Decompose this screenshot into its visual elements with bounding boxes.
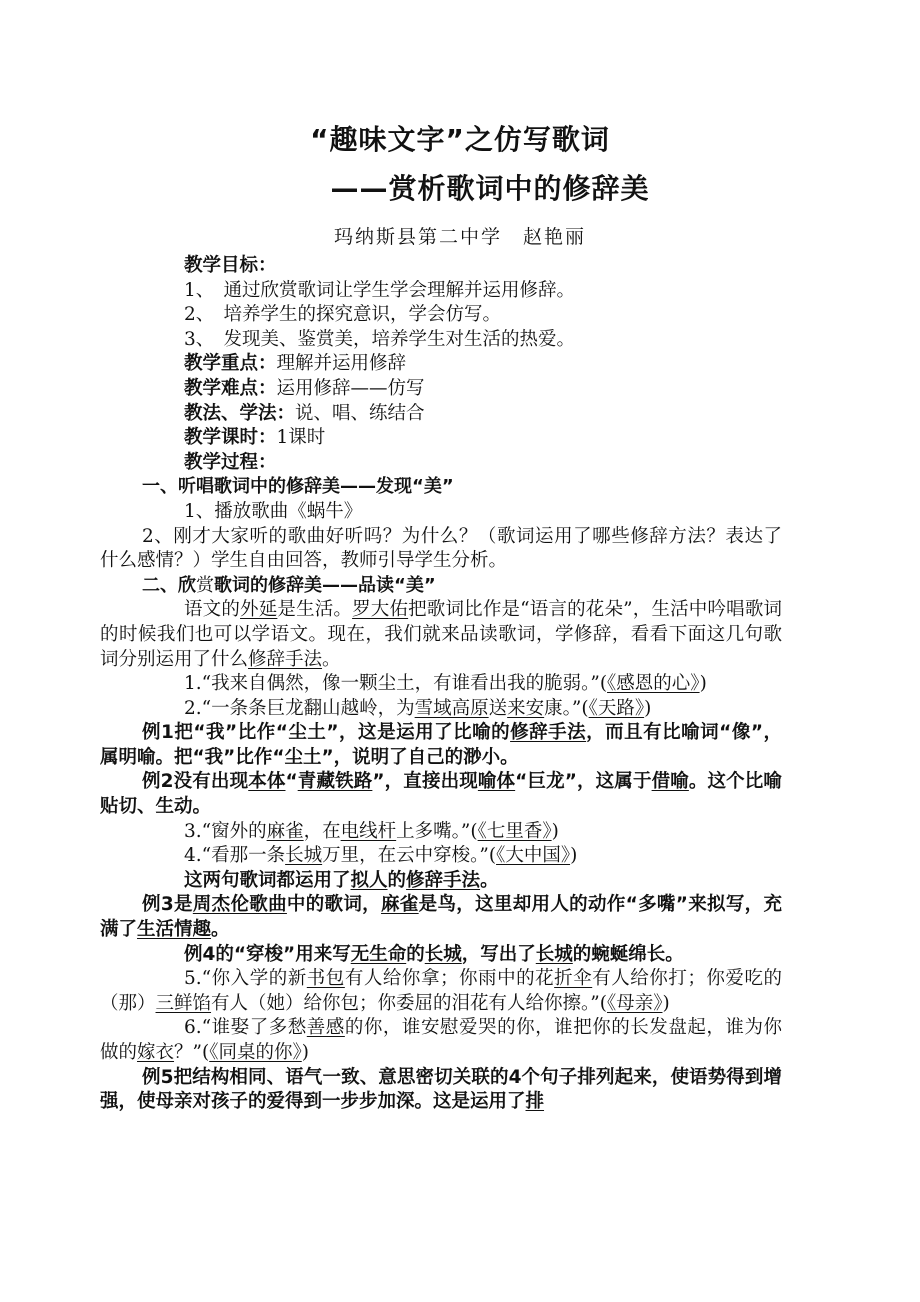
text-span: 。 bbox=[211, 919, 230, 941]
underlined-term: 无生命 bbox=[350, 943, 407, 965]
document-body bbox=[100, 254, 782, 1115]
underlined-term: 外延 bbox=[240, 599, 278, 621]
objectives-heading: 教学目标： bbox=[184, 255, 277, 276]
text-span: “ bbox=[285, 771, 298, 793]
underlined-term: 麻雀 bbox=[266, 820, 304, 842]
text-span: 。这个比喻贴切、生动。 bbox=[100, 771, 782, 818]
text-span: 例2没有出现 bbox=[142, 771, 249, 793]
song-title: 《母亲》 bbox=[606, 992, 663, 1014]
difficulty-line bbox=[142, 377, 782, 402]
text-span: 6.“谁娶了多愁 bbox=[184, 1017, 307, 1039]
hours-label: 教学课时： bbox=[184, 427, 277, 449]
underlined-term: 本体 bbox=[248, 771, 286, 793]
text-span: 这两句歌词都运用了 bbox=[184, 869, 351, 891]
text-span: 的你，谁安慰爱哭的你，谁把你的长发盘起，谁为你做的 bbox=[100, 1017, 782, 1063]
section1-heading: 一、听唱歌词中的修辞美——发现“美” bbox=[142, 476, 454, 498]
section2-heading-part: 赏 bbox=[196, 574, 214, 596]
text-span: 2.“一条条巨龙翻山越岭，为 bbox=[184, 697, 415, 719]
example-1-analysis bbox=[100, 721, 782, 770]
text-span: ) bbox=[570, 845, 578, 867]
song-title: 《感恩的心》 bbox=[607, 673, 700, 695]
text-span: ) bbox=[699, 673, 707, 695]
difficulty-value: 运用修辞——仿写 bbox=[276, 377, 425, 399]
example-3-analysis bbox=[100, 893, 782, 942]
methods-label: 教法、学法： bbox=[184, 402, 296, 424]
key-point-line bbox=[142, 352, 782, 377]
text-span: 的蜿蜒绵长。 bbox=[572, 943, 684, 965]
song-title: 《七里香》 bbox=[477, 820, 552, 842]
underlined-term: 长城 bbox=[285, 845, 323, 867]
underlined-term: 喻体 bbox=[477, 771, 516, 793]
methods-value: 说、唱、练结合 bbox=[295, 402, 425, 424]
text-span: 5.“你入学的新 bbox=[184, 968, 307, 990]
document-subtitle: ——赏析歌词中的修辞美 bbox=[330, 172, 650, 205]
text-span: 送 bbox=[488, 697, 508, 719]
text-span: 有人给你打；你爱吃的（那） bbox=[100, 968, 782, 1014]
text-span: 把歌词比作是“语言的花朵”，生活中吟唱歌词的时候我们也可以学语文。现在，我们就来品读歌词，学修辞，看看下面这几句歌词分别运用了什么 bbox=[100, 599, 782, 670]
text-span: 例4的“穿梭”用来写 bbox=[184, 943, 351, 965]
document-title: “趣味文字”之仿写歌词 bbox=[310, 123, 610, 156]
lyric-quote-6 bbox=[100, 1016, 782, 1065]
text-span: 康。”( bbox=[544, 697, 589, 719]
text-span: 的 bbox=[387, 869, 407, 891]
underlined-term: 排 bbox=[525, 1091, 545, 1113]
text-span: ”，直接出现 bbox=[372, 771, 478, 793]
underlined-term: 周杰伦歌曲 bbox=[192, 894, 287, 916]
example-4-analysis bbox=[142, 943, 782, 968]
underlined-term: 来安 bbox=[507, 697, 545, 719]
text-span: 是鸟，这里却用人的动作“多嘴”来拟写，充满了 bbox=[100, 894, 782, 941]
example-2-analysis bbox=[100, 770, 782, 819]
lyric-quote-1 bbox=[100, 672, 782, 697]
text-span: 。 bbox=[322, 648, 341, 670]
text-span: 。 bbox=[480, 869, 499, 891]
key-point-value: 理解并运用修辞 bbox=[276, 353, 407, 375]
text-span: 例5把结构相同、语气一致、意思密切关联的4个句子排列起来，使语势得到增强，使母亲对孩子的爱得到一步步加深。这是运用了 bbox=[100, 1066, 782, 1113]
text-span: 万里，在云中穿梭。”( bbox=[322, 845, 497, 867]
song-title: 《同桌的你》 bbox=[209, 1042, 302, 1063]
text-span: ) bbox=[551, 820, 559, 842]
underlined-term: 三鲜馅 bbox=[155, 992, 212, 1014]
underlined-term: 修辞手法 bbox=[248, 648, 323, 670]
text-span: 的 bbox=[406, 943, 425, 965]
lyric-quote-3 bbox=[142, 820, 782, 845]
objective-item: 2、 培养学生的探究意识，学会仿写。 bbox=[184, 304, 502, 326]
key-point-label: 教学重点： bbox=[184, 353, 277, 375]
underlined-term: 电线杆 bbox=[340, 820, 397, 842]
song-title: 《天路》 bbox=[588, 697, 645, 719]
text-span: 1.“我来自偶然，像一颗尘土，有谁看出我的脆弱。”( bbox=[184, 673, 608, 695]
underlined-term: 嫁衣 bbox=[137, 1042, 175, 1063]
hours-value: 1课时 bbox=[276, 427, 326, 449]
text-span: “巨龙”，这属于 bbox=[515, 771, 652, 793]
text-span: 例3是 bbox=[142, 894, 193, 916]
section2-heading-part: 歌词的修辞美——品读“美” bbox=[214, 574, 436, 596]
text-span: 有人给你拿；你雨中的花 bbox=[344, 968, 555, 990]
underlined-term: 青藏铁路 bbox=[297, 771, 373, 793]
both-lyrics-note bbox=[142, 869, 782, 894]
text-span: ？”( bbox=[174, 1042, 210, 1063]
underlined-term: 生活情趣 bbox=[137, 919, 212, 941]
process-heading: 教学过程： bbox=[184, 451, 277, 473]
hours-line bbox=[142, 426, 782, 451]
text-span: ) bbox=[662, 992, 670, 1014]
text-span: 语文的 bbox=[184, 599, 241, 621]
text-span: ) bbox=[301, 1042, 309, 1063]
text-span: 中的歌词， bbox=[286, 894, 382, 916]
underlined-term: 长城 bbox=[424, 943, 462, 965]
text-span: 是生活。 bbox=[277, 599, 353, 621]
lyric-quote-4 bbox=[142, 844, 782, 869]
lyric-quote-5 bbox=[100, 967, 782, 1016]
underlined-term: 折伞 bbox=[554, 968, 593, 990]
text-span: 上多嘴。”( bbox=[396, 820, 478, 842]
author-line: 玛纳斯县第二中学 赵艳丽 bbox=[333, 226, 586, 248]
objective-item: 1、 通过欣赏歌词让学生学会理解并运用修辞。 bbox=[184, 279, 576, 301]
text-span: ，而且有比喻词“像”，属明喻。把“我”比作“尘土”，说明了自己的渺小。 bbox=[100, 722, 782, 768]
underlined-term: 拟人 bbox=[350, 869, 388, 891]
underlined-term: 麻雀 bbox=[381, 894, 419, 916]
section1-step1: 1、播放歌曲《蜗牛》 bbox=[184, 500, 363, 522]
section2-heading-part: 二、欣 bbox=[142, 574, 196, 596]
text-span: ，写出了 bbox=[461, 943, 536, 965]
example-5-analysis bbox=[100, 1066, 782, 1115]
text-span: ，在 bbox=[303, 820, 341, 842]
methods-line bbox=[142, 402, 782, 427]
objective-item: 3、 发现美、鉴赏美，培养学生对生活的热爱。 bbox=[184, 328, 576, 350]
text-span: ) bbox=[644, 697, 652, 719]
section2-intro bbox=[100, 598, 782, 672]
lyric-quote-2 bbox=[142, 697, 782, 722]
underlined-term: 雪域高原 bbox=[414, 697, 489, 719]
underlined-term: 书包 bbox=[306, 968, 345, 990]
text-span: 例1把“我”比作“尘土”，这是运用了比喻的 bbox=[142, 722, 511, 744]
underlined-term: 长城 bbox=[535, 943, 573, 965]
underlined-term: 善感 bbox=[306, 1017, 345, 1039]
underlined-term: 修辞手法 bbox=[510, 722, 587, 744]
section1-step2: 2、刚才大家听的歌曲好听吗？为什么？（歌词运用了哪些修辞方法？表达了什么感情？）学生自由回答，教师引导学生分析。 bbox=[100, 525, 782, 572]
underlined-term: 修辞手法 bbox=[406, 869, 481, 891]
underlined-term: 罗大佑 bbox=[352, 599, 409, 621]
text-span: 有人（她）给你包；你委屈的泪花有人给你擦。”( bbox=[211, 992, 607, 1014]
song-title: 《大中国》 bbox=[496, 845, 571, 867]
text-span: 4.“看那一条 bbox=[184, 845, 286, 867]
section2-heading bbox=[142, 574, 782, 599]
difficulty-label: 教学难点： bbox=[184, 377, 277, 399]
text-span: 3.“窗外的 bbox=[184, 820, 267, 842]
underlined-term: 借喻 bbox=[651, 771, 689, 793]
